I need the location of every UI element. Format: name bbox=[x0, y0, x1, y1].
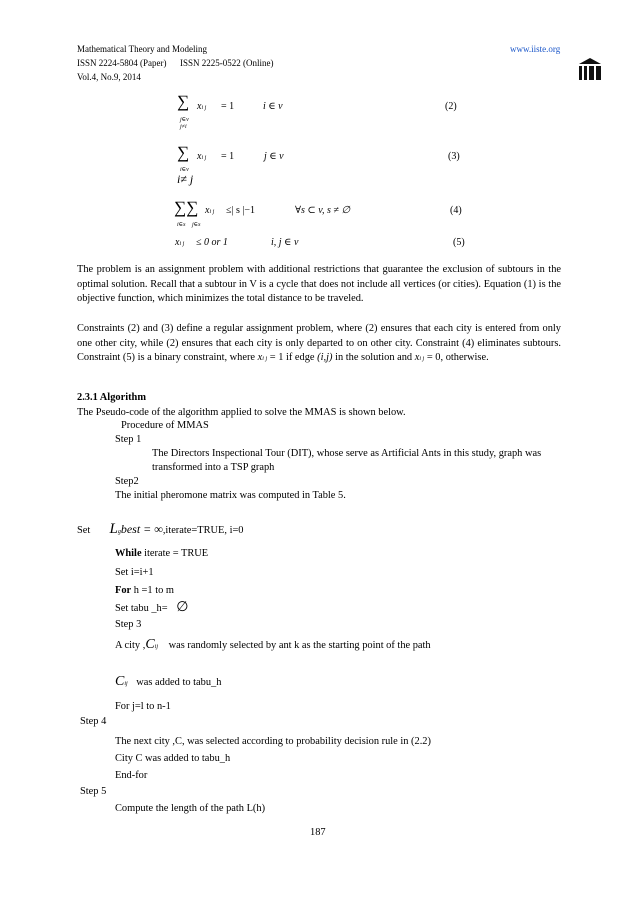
step-2-text: The initial pheromone matrix was computed in Table 5. bbox=[115, 490, 346, 501]
procedure-title: Procedure of MMAS bbox=[121, 420, 209, 431]
journal-title: Mathematical Theory and Modeling bbox=[77, 44, 208, 54]
step-1-label: Step 1 bbox=[115, 434, 142, 445]
next-city-line: The next city ,C, was selected according to probability decision rule in (2.2) bbox=[115, 736, 431, 747]
set-tabu-line: Set tabu _h= ∅ bbox=[115, 600, 189, 615]
website-link[interactable]: www.iiste.org bbox=[510, 44, 561, 54]
set-i-line: Set i=i+1 bbox=[115, 567, 154, 578]
step-1-text-cont: transformed into a TSP graph bbox=[152, 462, 275, 473]
paragraph-2: Constraints (2) and (3) define a regular assignment problem, where (2) ensures that each city is entered from only one other city, while (2) ensures that each city is only departed to on other city. Constraint (4) eliminates subtours. Constraint (5) is a binary constraint, where xi j = 1 if edge (i,j) in the solution and xi j = 0, otherwise. bbox=[77, 323, 561, 364]
step-4-label: Step 4 bbox=[80, 716, 107, 727]
end-for-line: End-for bbox=[115, 770, 148, 781]
city-c-added-line: City C was added to tabu_h bbox=[115, 753, 231, 764]
section-heading: 2.3.1 Algorithm bbox=[77, 392, 146, 403]
for-line: For h =1 to m bbox=[115, 585, 174, 596]
volume-line: Vol.4, No.9, 2014 bbox=[77, 72, 141, 82]
set-line: Set Lgbest = ∞,iterate=TRUE, i=0 bbox=[77, 521, 244, 537]
step-3-label: Step 3 bbox=[115, 619, 142, 630]
equation-number: (3) bbox=[448, 151, 460, 162]
while-line: While iterate = TRUE bbox=[115, 548, 209, 559]
equation-number: (4) bbox=[450, 205, 462, 216]
equation-number: (2) bbox=[445, 101, 457, 112]
city-added-line: Cij was added to tabu_h bbox=[115, 674, 222, 689]
page-number: 187 bbox=[310, 827, 326, 838]
step-1-text: The Directors Inspectional Tour (DIT), whose serve as Artificial Ants in this study, graph was bbox=[152, 448, 542, 459]
algorithm-intro: The Pseudo-code of the algorithm applied to solve the MMAS is shown below. bbox=[77, 407, 406, 418]
paragraph-1: The problem is an assignment problem with additional restrictions that guarantee the exclusion of subtours in the optimal solution. Recall that a subtour in V is a cycle that does not include all vertices (or cities). Equation (1) is the objective function, which minimizes the total distance to be traveled. bbox=[77, 264, 561, 305]
for-j-line: For j=l to n-1 bbox=[115, 701, 171, 712]
iiste-logo bbox=[578, 57, 602, 82]
issn-line: ISSN 2224-5804 (Paper) ISSN 2225-0522 (Online) bbox=[77, 58, 274, 68]
equation-number: (5) bbox=[453, 237, 465, 248]
city-select-line: A city ,Cij was randomly selected by ant k as the starting point of the path bbox=[115, 637, 431, 652]
step-2-label: Step2 bbox=[115, 476, 139, 487]
compute-line: Compute the length of the path L(h) bbox=[115, 803, 266, 814]
step-5-label: Step 5 bbox=[80, 786, 107, 797]
